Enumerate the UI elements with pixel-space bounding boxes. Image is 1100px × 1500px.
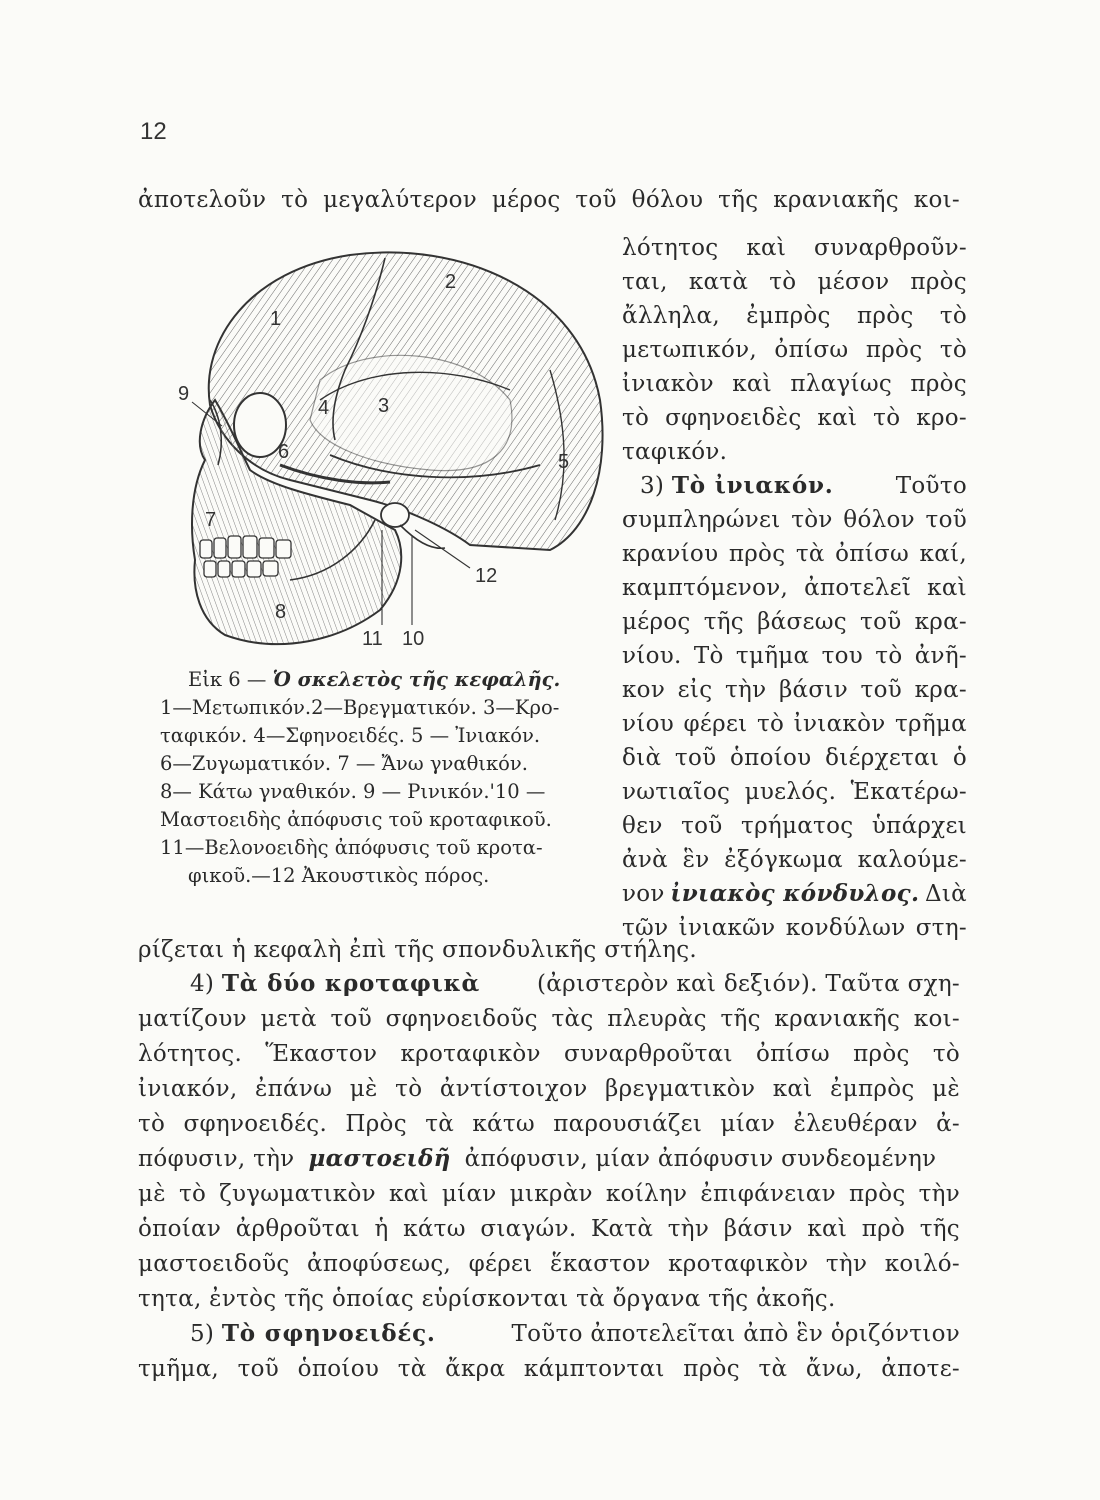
- figure-label-11: 11: [362, 628, 383, 650]
- text-line: τητα, ἐντὸς τῆς ὁποίας εὑρίσκονται τὰ ὄργανα τῆς ἀκοῆς.: [138, 1286, 836, 1312]
- text-line: λότητος. Ἕκαστον κροταφικὸν συναρθροῦται ὀπίσω πρὸς τὸ: [138, 1041, 960, 1067]
- text-line: ἀνὰ ἓν ἐξόγκωμα καλούμε-: [622, 847, 967, 873]
- figure-label-1: 1: [270, 308, 282, 330]
- term-emphasis: ἰνιακὸς κόνδυλος.: [670, 880, 920, 907]
- figure-label-6: 6: [278, 441, 290, 463]
- figure-label-12: 12: [475, 565, 498, 587]
- text-line: νίου φέρει τὸ ἰνιακὸν τρῆμα: [622, 711, 967, 737]
- caption-line: ταφικόν. 4—Σφηνοειδές. 5 — Ἰνιακόν.: [160, 724, 541, 747]
- text-line: ἄλληλα, ἐμπρὸς πρὸς τὸ: [622, 303, 967, 329]
- text-line: τὸ σφηνοειδές. Πρὸς τὰ κάτω παρουσιάζει μίαν ἐλευθέραν ἀ-: [138, 1111, 960, 1137]
- text-line: τμῆμα, τοῦ ὁποίου τὰ ἄκρα κάμπτονται πρὸς τὰ ἄνω, ἀποτε-: [138, 1356, 960, 1382]
- text-fragment: Διὰ: [924, 881, 967, 907]
- term-line: [138, 1143, 960, 1175]
- text-line: ται, κατὰ τὸ μέσον πρὸς: [622, 269, 967, 295]
- ear-canal: [381, 503, 409, 527]
- text-fragment: πόφυσιν, τὴν: [138, 1146, 295, 1172]
- section-3-heading-line: [640, 470, 967, 502]
- section-4-heading-line: [190, 968, 960, 1000]
- figure-label-7: 7: [205, 509, 217, 531]
- caption-line: Μαστοειδὴς ἀπόφυσις τοῦ κροταφικοῦ.: [160, 808, 552, 831]
- term-emphasis: μαστοειδῆ: [308, 1145, 451, 1172]
- text-fragment: νον: [622, 881, 665, 907]
- figure-label-10: 10: [402, 628, 425, 650]
- text-line: ρίζεται ἡ κεφαλὴ ἐπὶ τῆς σπονδυλικῆς στήλης.: [138, 937, 698, 963]
- caption-title-line: [160, 666, 600, 694]
- figure-number: Εἰκ 6 —: [188, 668, 267, 691]
- text-line: μαστοειδοῦς ἀποφύσεως, φέρει ἕκαστον κροταφικὸν τὴν κοιλό-: [138, 1251, 960, 1277]
- figure-label-5: 5: [558, 451, 570, 473]
- text-line: συμπληρώνει τὸν θόλον τοῦ: [622, 507, 967, 533]
- text-line: κον εἰς τὴν βάσιν τοῦ κρα-: [622, 677, 967, 703]
- section-heading: Τὸ ἰνιακόν.: [671, 472, 834, 499]
- text-line: θεν τοῦ τρήματος ὑπάρχει: [622, 813, 967, 839]
- figure-label-3: 3: [378, 395, 390, 417]
- text-line: ἰνιακόν, ἐπάνω μὲ τὸ ἀντίστοιχον βρεγματικὸν καὶ ἐμπρὸς μὲ: [138, 1076, 960, 1102]
- figure-label-8: 8: [275, 601, 287, 623]
- text-fragment: ἀπόφυσιν, μίαν ἀπόφυσιν συνδεομένην: [464, 1146, 937, 1172]
- text-line: ματίζουν μετὰ τοῦ σφηνοειδοῦς τὰς πλευρὰς τῆς κρανιακῆς κοι-: [138, 1006, 960, 1032]
- figure-caption: [160, 666, 600, 890]
- text-line: ἰνιακὸν καὶ πλαγίως πρὸς: [622, 371, 967, 397]
- text-line: διὰ τοῦ ὁποίου διέρχεται ὁ: [622, 745, 967, 771]
- section-number: 5): [190, 1321, 215, 1347]
- text-line: λότητος καὶ συναρθροῦν-: [622, 235, 967, 261]
- text-line: ἀποτελοῦν τὸ μεγαλύτερον μέρος τοῦ θόλου τῆς κρανιακῆς κοι-: [138, 187, 960, 213]
- text-line: νωτιαῖος μυελός. Ἑκατέρω-: [622, 779, 967, 805]
- section-heading: Τὸ σφηνοειδές.: [221, 1320, 436, 1347]
- text-fragment: Τοῦτο ἀποτελεῖται ἀπὸ ἓν ὁριζόντιον: [511, 1321, 960, 1347]
- text-line: μετωπικόν, ὀπίσω πρὸς τὸ: [622, 337, 967, 363]
- caption-line: 11—Βελονοειδὴς ἀπόφυσις τοῦ κροτα-: [160, 836, 543, 859]
- figure-label-2: 2: [445, 271, 457, 293]
- lower-teeth: [204, 561, 278, 577]
- text-line: ὁποίαν ἀρθροῦται ἡ κάτω σιαγών. Κατὰ τὴν βάσιν καὶ πρὸ τῆς: [138, 1216, 960, 1242]
- text-line: κρανίου πρὸς τὰ ὀπίσω καί,: [622, 541, 967, 567]
- section-5-heading-line: [190, 1318, 960, 1350]
- caption-line: 8— Κάτω γναθικόν. 9 — Ρινικόν.'10 —: [160, 780, 546, 803]
- figure-title: Ὁ σκελετὸς τῆς κεφαλῆς.: [272, 668, 561, 691]
- figure-label-9: 9: [178, 383, 190, 405]
- text-line: τὸ σφηνοειδὲς καὶ τὸ κρο-: [622, 405, 967, 431]
- caption-line: 6—Ζυγωματικόν. 7 — Ἄνω γναθικόν.: [160, 752, 528, 775]
- skull-illustration: [170, 230, 610, 660]
- mastoid: [400, 525, 445, 548]
- caption-line: 1—Μετωπικόν.2—Βρεγματικόν. 3—Κρο-: [160, 696, 560, 719]
- text-line: τῶν ἰνιακῶν κονδύλων στη-: [622, 915, 967, 941]
- section-heading: Τὰ δύο κροταφικὰ: [221, 970, 481, 997]
- text-line: νίου. Τὸ τμῆμα του τὸ ἀνῆ-: [622, 643, 967, 669]
- page-number: 12: [140, 118, 167, 145]
- text-fragment: (ἀριστερὸν καὶ δεξιόν). Ταῦτα σχη-: [537, 971, 960, 997]
- section-number: 3): [640, 473, 665, 499]
- text-line: μέρος τῆς βάσεως τοῦ κρα-: [622, 609, 967, 635]
- section-number: 4): [190, 971, 215, 997]
- figure-label-4: 4: [318, 397, 330, 419]
- caption-line: φικοῦ.—12 Ἀκουστικὸς πόρος.: [188, 864, 490, 887]
- text-line: ταφικόν.: [622, 439, 728, 465]
- text-fragment: Τοῦτο: [895, 473, 967, 499]
- term-line: [622, 878, 967, 910]
- text-line: μὲ τὸ ζυγωματικὸν καὶ μίαν μικρὰν κοίλην ἐπιφάνειαν πρὸς τὴν: [138, 1181, 960, 1207]
- text-line: καμπτόμενον, ἀποτελεῖ καὶ: [622, 575, 967, 601]
